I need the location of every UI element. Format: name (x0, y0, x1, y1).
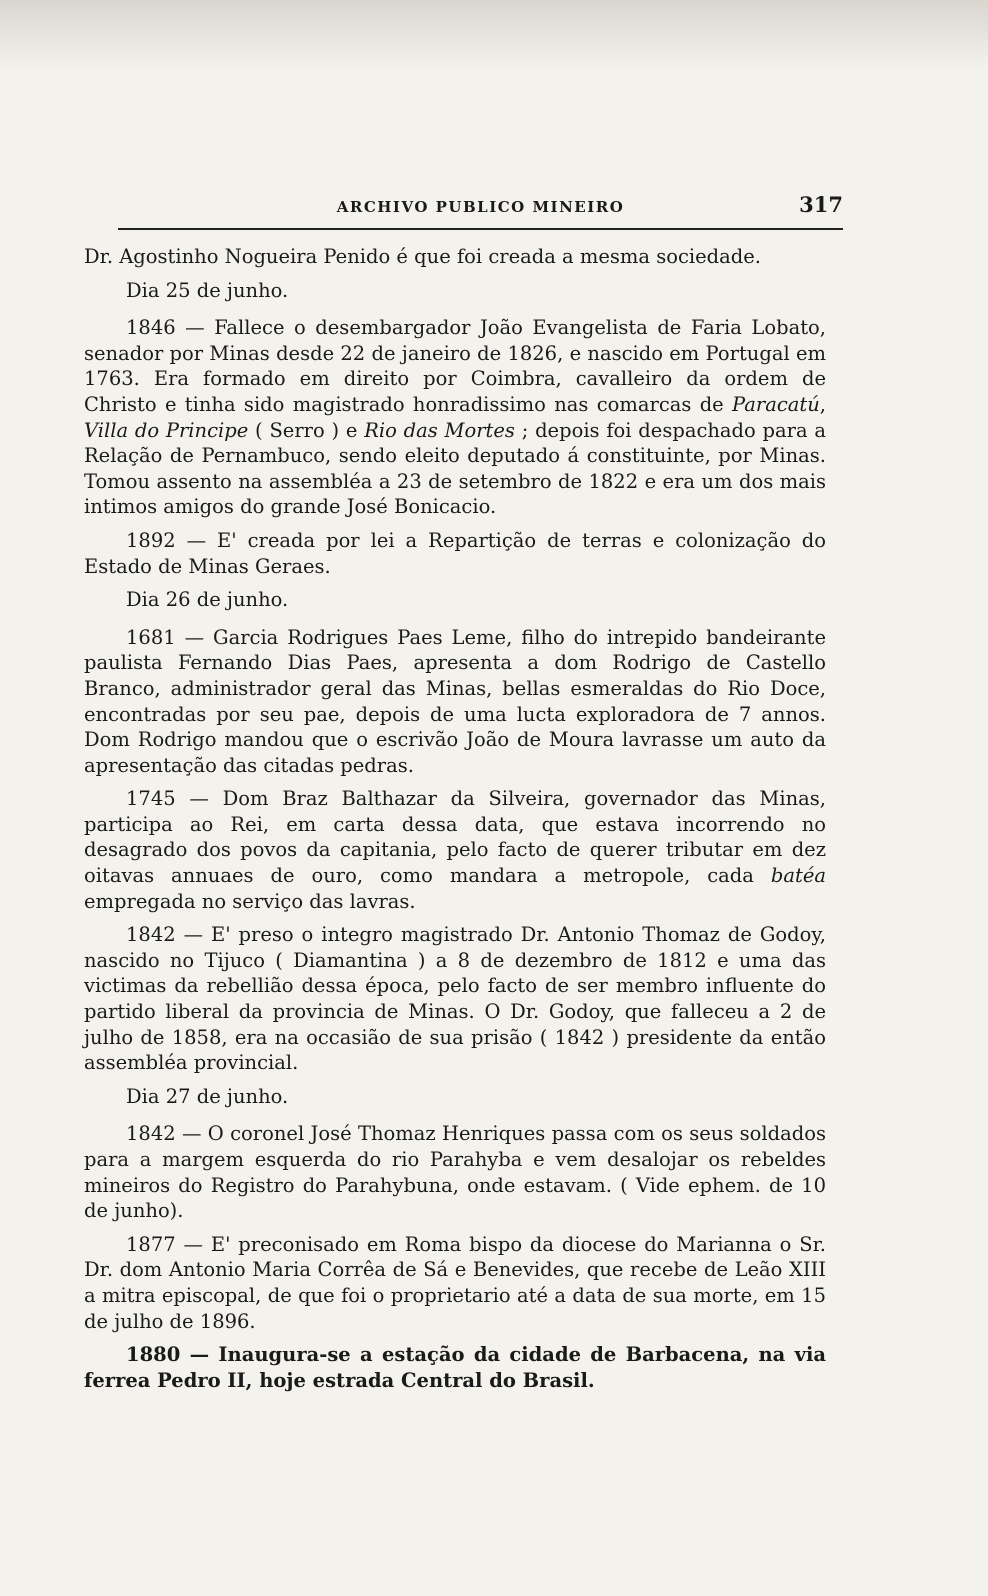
place-name: Rio das Mortes (364, 418, 515, 442)
entry-year: 1892 (126, 528, 176, 552)
entry-text: ; depois foi despachado para a Relação de Pernambuco, sendo eleito deputado á constituinte, por Minas. Tomou assento na assembléa a 23 de setembro de 1822 e era um dos mais intimos amigos do grande José Bonicacio. (84, 418, 827, 519)
entry-year: 1681 (126, 625, 176, 649)
entry-text: empregada no serviço das lavras. (84, 889, 416, 913)
entry-year: 1880 (126, 1343, 181, 1367)
day-heading: Dia 25 de junho. (126, 278, 289, 302)
entry-text: — E' preso o integro magistrado Dr. Antonio Thomaz de Godoy, nascido no Tijuco ( Diamantina ) a 8 de dezembro de 1812 e uma das victimas da rebellião dessa época, pelo facto de ser membro influente do partido liberal da provincia de Minas. O Dr. Godoy, que falleceu a 2 de julho de 1858, era na occasião de sua prisão ( 1842 ) presidente da então assembléa provincial. (84, 923, 826, 1075)
entry-text: — O coronel José Thomaz Henriques passa com os seus soldados para a margem esquerda do rio Parahyba e vem desalojar os rebeldes mineiros do Registro do Parahybuna, onde estavam. ( Vide ephem. de 10 de junho). (84, 1122, 826, 1223)
entry-year: 1842 (126, 923, 176, 947)
running-title: ARCHIVO PUBLICO MINEIRO (336, 198, 625, 216)
entry-text: ( Serro ) e (248, 418, 365, 442)
day-heading: Dia 26 de junho. (126, 588, 289, 612)
entry-year: 1877 (126, 1232, 176, 1256)
body-text (84, 244, 826, 1401)
entry-text: — Dom Braz Balthazar da Silveira, governador das Minas, participa ao Rei, em carta dessa data, que estava incorrendo no desagrado dos povos da capitania, pelo facto de querer tributar em dez oitavas annuaes de ouro, como mandara a metropole, cada (84, 787, 826, 888)
entry-text: — Fallece o desembargador João Evangelista de Faria Lobato, senador por Minas desde 22 de janeiro de 1826, e nascido em Portugal em 1763. Era formado em direito por Coimbra, cavalleiro da ordem de Christo e tinha sido magistrado honradissimo nas comarcas de (84, 316, 826, 416)
entry-1880 (84, 1342, 826, 1393)
paragraph-continuation: Dr. Agostinho Nogueira Penido é que foi creada a mesma sociedade. (84, 245, 761, 268)
page-header (118, 186, 843, 230)
entry-year: 1842 (126, 1122, 176, 1146)
scan-edge (0, 0, 988, 70)
entry-1846 (84, 315, 826, 520)
place-name: Paracatú (732, 392, 820, 416)
header-rule (118, 228, 843, 230)
day-heading: Dia 27 de junho. (126, 1084, 289, 1108)
entry-text: — Inaugura-se a estação da cidade de Barbacena, na via ferrea Pedro II, hoje estrada Central do Brasil. (84, 1343, 826, 1392)
place-name: Villa do Principe (84, 418, 249, 442)
entry-year: 1846 (126, 316, 176, 340)
entry-year: 1745 (126, 787, 176, 811)
page-number: 317 (799, 192, 843, 217)
entry-1892 (84, 528, 826, 579)
entry-1681 (84, 625, 826, 779)
entry-1842-godoy (84, 922, 826, 1076)
entry-text: — E' preconisado em Roma bispo da diocese do Marianna o Sr. Dr. dom Antonio Maria Corrêa de Sá e Benevides, que recebe de Leão XIII a mitra episcopal, de que foi o proprietario até a data de sua morte, em 15 de julho de 1896. (84, 1232, 826, 1333)
entry-1877 (84, 1232, 826, 1334)
entry-text: — Garcia Rodrigues Paes Leme, filho do intrepido bandeirante paulista Fernando Dias Paes, apresenta a dom Rodrigo de Castello Branco, administrador geral das Minas, bellas esmeraldas do Rio Doce, encontradas por seu pae, depois de uma lucta exploradora de 7 annos. Dom Rodrigo mandou que o escrivão João de Moura lavrasse um auto da apresentação das citadas pedras. (84, 625, 826, 777)
entry-text: , (819, 392, 826, 416)
entry-text: — E' creada por lei a Repartição de terras e colonização do Estado de Minas Geraes. (84, 528, 826, 578)
entry-1745 (84, 786, 826, 914)
italic-term: batéa (770, 864, 826, 888)
entry-1842-henriques (84, 1121, 826, 1223)
